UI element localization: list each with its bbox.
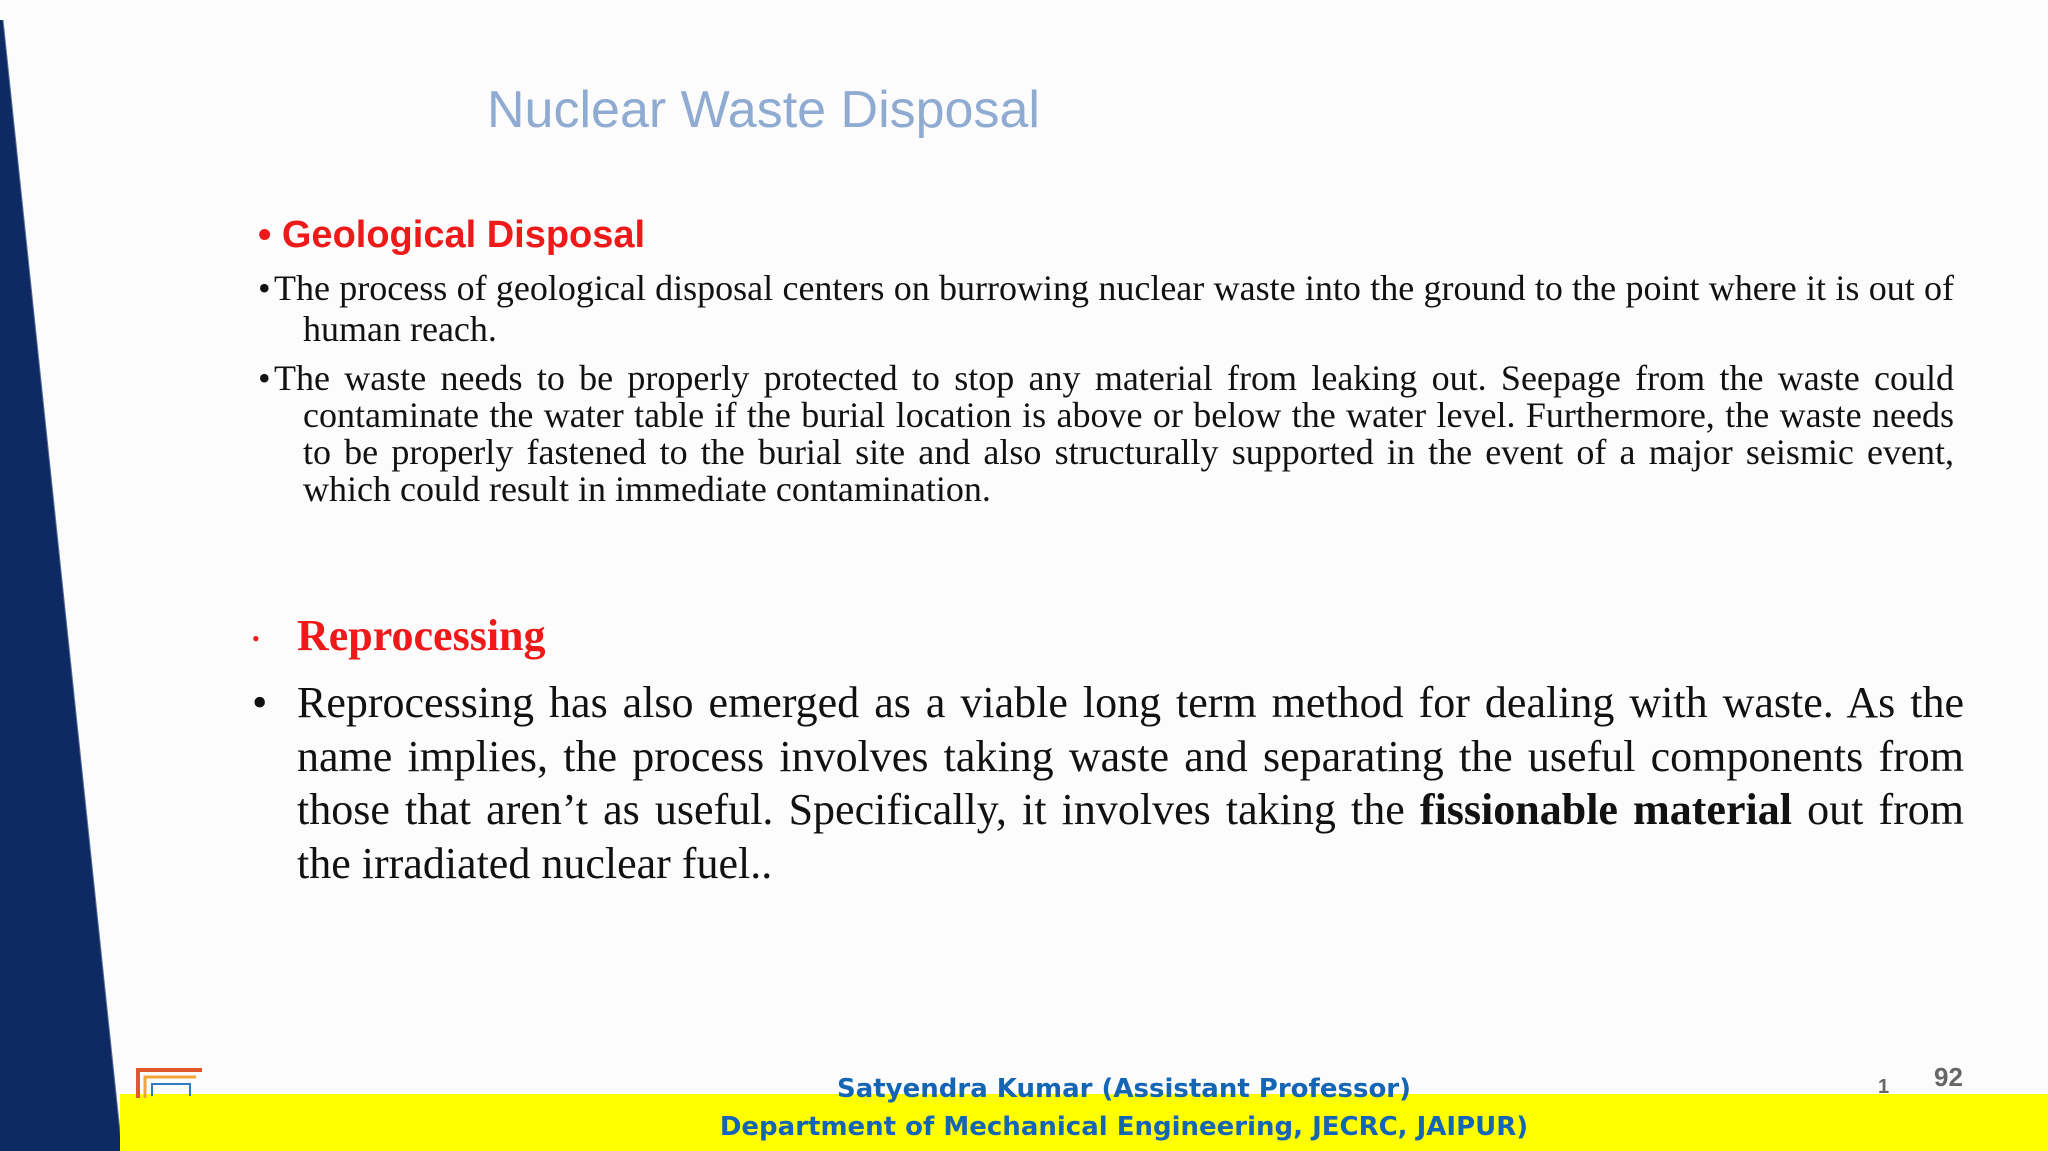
bullet: • [258, 268, 271, 308]
left-navy-wedge [0, 0, 140, 1151]
paragraph-text: The process of geological disposal centers on burrowing nuclear waste into the ground to the point where it is out of human reach. [274, 268, 1954, 349]
paragraph-text [252, 676, 1964, 890]
reprocessing-paragraph [252, 676, 1964, 890]
paragraph-text: The waste needs to be properly protected to stop any material from leaking out. Seepage from the waste could contaminate the water table if the burial location is above or below the water level. Furthermore, the waste needs to be properly fastened to the burial site and also structurally supported in the event of a major seismic event, which could result in immediate contamination. [274, 358, 1954, 509]
page-number: 92 [1934, 1062, 1963, 1092]
slide-small-number: 1 [1878, 1076, 1890, 1098]
heading-text: Geological Disposal [281, 214, 646, 256]
footer-author: Satyendra Kumar (Assistant Professor) [836, 1074, 1412, 1104]
bold-term: fissionable material [1419, 785, 1792, 834]
footer-department: Department of Mechanical Engineering, JECRC, JAIPUR) [719, 1112, 1529, 1142]
text-before-bold: Reprocessing has also emerged as a viable long term method for dealing with waste. As the name implies, the process involves taking waste and separating the useful components from those that aren’t as useful. Specifically, it involves taking the [297, 678, 1964, 834]
heading-bullet: • [258, 214, 272, 256]
reprocessing-heading: Reprocessing [297, 611, 546, 660]
geological-disposal-heading [258, 214, 645, 257]
bullet: • [252, 678, 268, 727]
geological-paragraph-1 [258, 268, 1954, 350]
reprocessing-heading-bullet: • [252, 626, 260, 651]
slide-title: Nuclear Waste Disposal [487, 81, 1040, 139]
text-after-bold: out from the irradiated nuclear fuel.. [297, 785, 1964, 888]
geological-paragraph-2 [258, 360, 1954, 508]
bullet: • [258, 358, 271, 398]
